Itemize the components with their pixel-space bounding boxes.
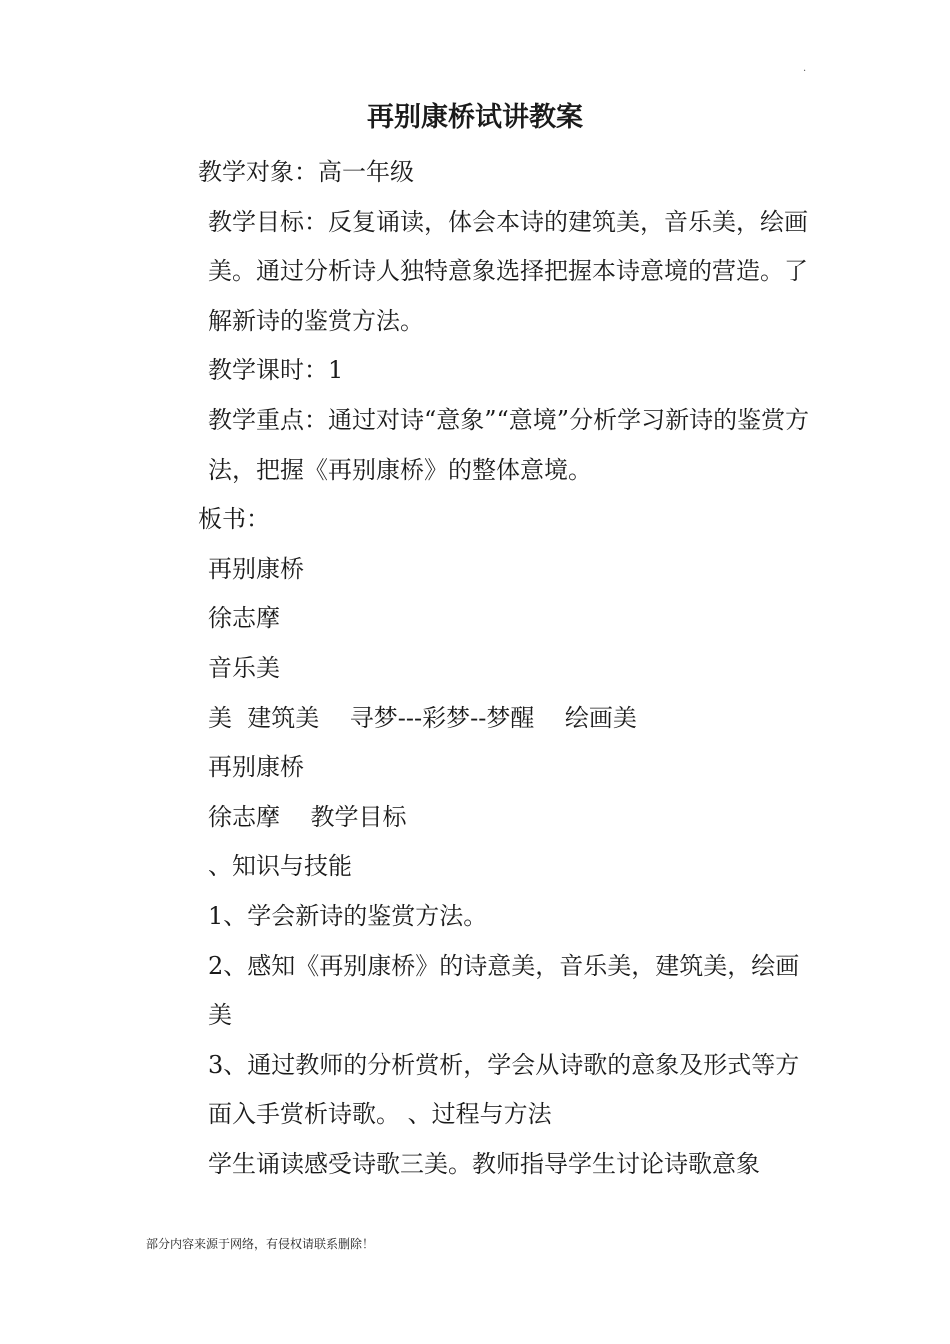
paragraph-knowledge-skills: 、知识与技能 xyxy=(208,852,352,881)
footer-disclaimer: 部分内容来源于网络，有侵权请联系删除！ xyxy=(146,1237,375,1251)
document-title: 再别康桥试讲教案 xyxy=(367,102,583,133)
paragraph-student-reading: 学生诵读感受诗歌三美。教师指导学生讨论诗歌意象 xyxy=(208,1149,760,1178)
paragraph-key-points: 教学重点：通过对诗“意象”“意境”分析学习新诗的鉴赏方法，把握《再别康桥》的整体意境。 xyxy=(208,405,810,484)
blackboard-line-title: 再别康桥 xyxy=(208,554,304,583)
list-item-3: 3、通过教师的分析赏析，学会从诗歌的意象及形式等方面入手赏析诗歌。 、过程与方法 xyxy=(208,1050,800,1129)
corner-mark: . xyxy=(803,63,807,74)
paragraph-blackboard: 板书： xyxy=(198,505,270,534)
paragraph-class-hours: 教学课时：1 xyxy=(208,356,344,385)
list-item-1: 1、学会新诗的鉴赏方法。 xyxy=(208,901,488,930)
paragraph-author-goals: 徐志摩 教学目标 xyxy=(208,802,407,831)
paragraph-teaching-target: 教学对象：高一年级 xyxy=(198,158,414,186)
paragraph-teaching-goals: 教学目标：反复诵读，体会本诗的建筑美，音乐美，绘画美。通过分析诗人独特意象选择把握本诗意境的营造。了解新诗的鉴赏方法。 xyxy=(208,207,808,335)
blackboard-line-author: 徐志摩 xyxy=(208,604,280,633)
blackboard-line-music: 音乐美 xyxy=(208,653,280,682)
paragraph-title-repeat: 再别康桥 xyxy=(208,753,304,782)
list-item-2: 2、感知《再别康桥》的诗意美，音乐美，建筑美，绘画美 xyxy=(208,951,800,1030)
document-body xyxy=(146,148,810,1189)
blackboard-line-beauty: 美 建筑美 寻梦---彩梦--梦醒 绘画美 xyxy=(208,703,637,732)
